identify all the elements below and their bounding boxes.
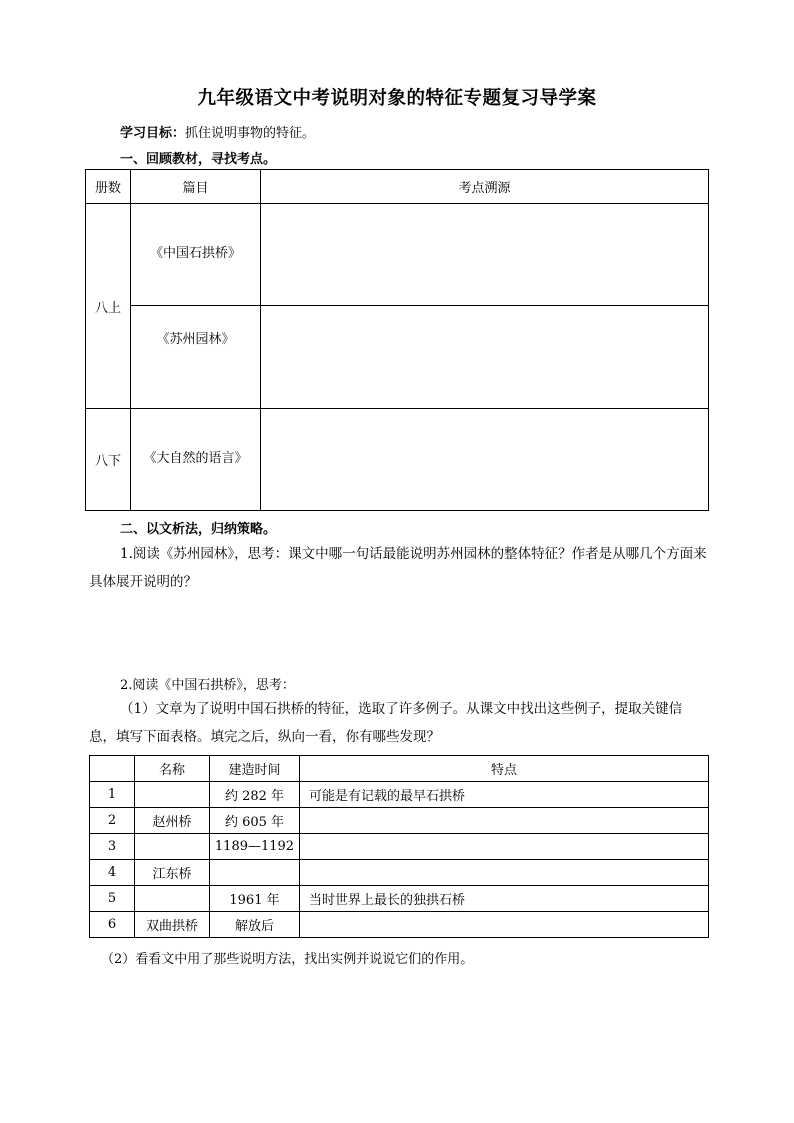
bridge-name[interactable]	[135, 834, 210, 860]
bridge-name[interactable]: 江东桥	[135, 860, 210, 886]
row-number: 2	[90, 808, 135, 834]
learning-goal	[120, 122, 315, 141]
table-row	[90, 808, 709, 834]
bridge-feature[interactable]: 可能是有记载的最早石拱桥	[300, 782, 709, 808]
article-cell: 《中国石拱桥》	[131, 204, 261, 306]
build-time[interactable]: 约 282 年	[210, 782, 300, 808]
volume-cell: 八上	[86, 204, 131, 409]
bridge-table	[89, 755, 709, 938]
build-time[interactable]	[210, 860, 300, 886]
table-row	[90, 886, 709, 912]
learning-goal-label: 学习目标：	[120, 126, 186, 141]
header-build-time: 建造时间	[210, 756, 300, 782]
header-number	[90, 756, 135, 782]
table-row	[90, 834, 709, 860]
answer-cell[interactable]	[261, 306, 709, 409]
build-time[interactable]: 解放后	[210, 912, 300, 938]
build-time[interactable]: 约 605 年	[210, 808, 300, 834]
question-2-part-2: （2）看看文中用了那些说明方法，找出实例并说说它们的作用。	[101, 952, 474, 967]
article-cell: 《大自然的语言》	[131, 409, 261, 511]
row-number: 5	[90, 886, 135, 912]
header-feature: 特点	[300, 756, 709, 782]
table-row	[90, 912, 709, 938]
table-row	[90, 782, 709, 808]
bridge-feature[interactable]	[300, 860, 709, 886]
article-cell: 《苏州园林》	[131, 306, 261, 409]
bridge-feature[interactable]	[300, 912, 709, 938]
header-name: 名称	[135, 756, 210, 782]
header-volume: 册数	[86, 170, 131, 204]
question-1: 1.阅读《苏州园林》，思考：课文中哪一句话最能说明苏州园林的整体特征？作者是从哪几个方面来具体展开说明的？	[89, 546, 707, 590]
question-2-part-1: （1）文章为了说明中国石拱桥的特征，选取了许多例子。从课文中找出这些例子，提取关键信息，填写下面表格。填完之后，纵向一看，你有哪些发现？	[89, 701, 683, 745]
bridge-name[interactable]	[135, 782, 210, 808]
bridge-feature[interactable]: 当时世界上最长的独拱石桥	[300, 886, 709, 912]
row-number: 1	[90, 782, 135, 808]
bridge-feature[interactable]	[300, 808, 709, 834]
bridge-feature[interactable]	[300, 834, 709, 860]
volume-cell: 八下	[86, 409, 131, 511]
answer-cell[interactable]	[261, 204, 709, 306]
section-1-heading: 一、回顾教材，寻找考点。	[120, 152, 277, 167]
header-source: 考点溯源	[261, 170, 709, 204]
bridge-name[interactable]: 赵州桥	[135, 808, 210, 834]
build-time[interactable]: 1961 年	[210, 886, 300, 912]
page-title: 九年级语文中考说明对象的特征专题复习导学案	[197, 88, 597, 109]
header-title: 篇目	[131, 170, 261, 204]
row-number: 3	[90, 834, 135, 860]
section-2-heading: 二、以文析法，归纳策略。	[120, 522, 277, 537]
row-number: 4	[90, 860, 135, 886]
bridge-name[interactable]	[135, 886, 210, 912]
row-number: 6	[90, 912, 135, 938]
answer-cell[interactable]	[261, 409, 709, 511]
question-2: 2.阅读《中国石拱桥》，思考：	[120, 678, 295, 693]
bridge-name[interactable]: 双曲拱桥	[135, 912, 210, 938]
review-table	[85, 169, 709, 511]
learning-goal-text: 抓住说明事物的特征。	[185, 126, 316, 141]
table-row	[90, 860, 709, 886]
build-time[interactable]: 1189—1192	[210, 834, 300, 860]
